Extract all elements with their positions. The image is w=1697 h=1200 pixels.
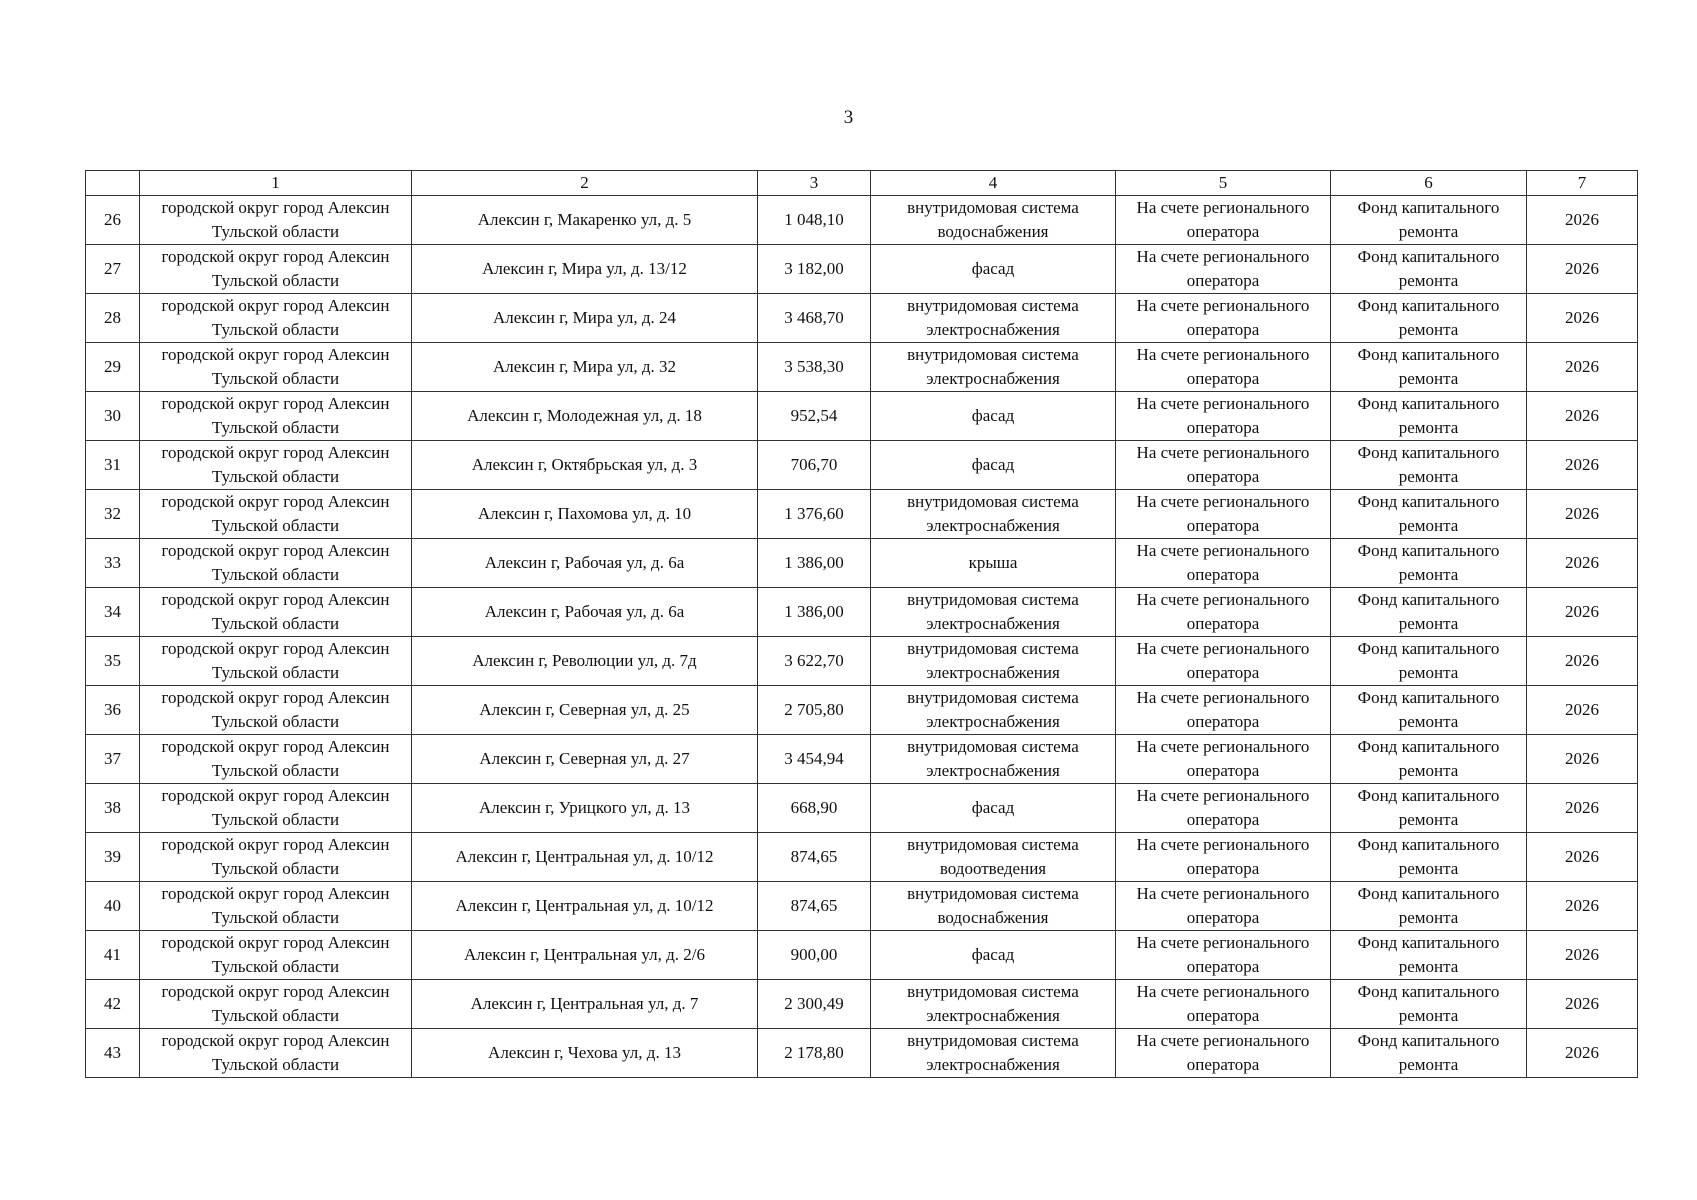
- work-type-cell: крыша: [871, 539, 1116, 588]
- row-number-cell: 34: [86, 588, 140, 637]
- table-row: [86, 245, 1638, 294]
- account-cell: На счете регионального оператора: [1116, 1029, 1331, 1078]
- year-cell: 2026: [1527, 882, 1638, 931]
- address-cell: Алексин г, Мира ул, д. 13/12: [412, 245, 758, 294]
- area-cell: 952,54: [758, 392, 871, 441]
- work-type-cell: внутридомовая система водоотведения: [871, 833, 1116, 882]
- address-cell: Алексин г, Рабочая ул, д. 6а: [412, 539, 758, 588]
- area-cell: 3 538,30: [758, 343, 871, 392]
- row-number-cell: 27: [86, 245, 140, 294]
- address-cell: Алексин г, Центральная ул, д. 10/12: [412, 833, 758, 882]
- fund-cell: Фонд капитального ремонта: [1331, 588, 1527, 637]
- address-cell: Алексин г, Молодежная ул, д. 18: [412, 392, 758, 441]
- year-cell: 2026: [1527, 294, 1638, 343]
- address-cell: Алексин г, Северная ул, д. 25: [412, 686, 758, 735]
- table-row: [86, 441, 1638, 490]
- account-cell: На счете регионального оператора: [1116, 735, 1331, 784]
- work-type-cell: внутридомовая система водоснабжения: [871, 882, 1116, 931]
- area-cell: 874,65: [758, 833, 871, 882]
- row-number-cell: 42: [86, 980, 140, 1029]
- area-cell: 3 622,70: [758, 637, 871, 686]
- table-row: [86, 637, 1638, 686]
- municipality-cell: городской округ город Алексин Тульской области: [140, 392, 412, 441]
- table-row: [86, 882, 1638, 931]
- area-cell: 3 468,70: [758, 294, 871, 343]
- account-cell: На счете регионального оператора: [1116, 392, 1331, 441]
- fund-cell: Фонд капитального ремонта: [1331, 245, 1527, 294]
- municipality-cell: городской округ город Алексин Тульской области: [140, 245, 412, 294]
- work-type-cell: фасад: [871, 392, 1116, 441]
- address-cell: Алексин г, Мира ул, д. 32: [412, 343, 758, 392]
- row-number-cell: 43: [86, 1029, 140, 1078]
- work-type-cell: фасад: [871, 245, 1116, 294]
- account-cell: На счете регионального оператора: [1116, 980, 1331, 1029]
- year-cell: 2026: [1527, 441, 1638, 490]
- page-number: 3: [843, 107, 854, 128]
- table-row: [86, 539, 1638, 588]
- row-number-cell: 37: [86, 735, 140, 784]
- fund-cell: Фонд капитального ремонта: [1331, 931, 1527, 980]
- year-cell: 2026: [1527, 490, 1638, 539]
- row-number-cell: 36: [86, 686, 140, 735]
- row-number-cell: 35: [86, 637, 140, 686]
- row-number-cell: 39: [86, 833, 140, 882]
- account-cell: На счете регионального оператора: [1116, 490, 1331, 539]
- table-row: [86, 588, 1638, 637]
- row-number-cell: 30: [86, 392, 140, 441]
- area-cell: 2 178,80: [758, 1029, 871, 1078]
- address-cell: Алексин г, Макаренко ул, д. 5: [412, 196, 758, 245]
- table-row: [86, 931, 1638, 980]
- address-cell: Алексин г, Октябрьская ул, д. 3: [412, 441, 758, 490]
- work-type-cell: фасад: [871, 784, 1116, 833]
- year-cell: 2026: [1527, 637, 1638, 686]
- row-number-cell: 41: [86, 931, 140, 980]
- address-cell: Алексин г, Северная ул, д. 27: [412, 735, 758, 784]
- municipality-cell: городской округ город Алексин Тульской области: [140, 637, 412, 686]
- year-cell: 2026: [1527, 686, 1638, 735]
- fund-cell: Фонд капитального ремонта: [1331, 882, 1527, 931]
- address-cell: Алексин г, Центральная ул, д. 2/6: [412, 931, 758, 980]
- account-cell: На счете регионального оператора: [1116, 294, 1331, 343]
- account-cell: На счете регионального оператора: [1116, 637, 1331, 686]
- table-row: [86, 490, 1638, 539]
- work-type-cell: внутридомовая система электроснабжения: [871, 490, 1116, 539]
- account-cell: На счете регионального оператора: [1116, 343, 1331, 392]
- account-cell: На счете регионального оператора: [1116, 931, 1331, 980]
- address-cell: Алексин г, Пахомова ул, д. 10: [412, 490, 758, 539]
- table-row: [86, 1029, 1638, 1078]
- table-row: [86, 392, 1638, 441]
- fund-cell: Фонд капитального ремонта: [1331, 392, 1527, 441]
- work-type-cell: фасад: [871, 931, 1116, 980]
- municipality-cell: городской округ город Алексин Тульской области: [140, 833, 412, 882]
- fund-cell: Фонд капитального ремонта: [1331, 735, 1527, 784]
- row-number-cell: 38: [86, 784, 140, 833]
- row-number-cell: 28: [86, 294, 140, 343]
- year-cell: 2026: [1527, 931, 1638, 980]
- municipality-cell: городской округ город Алексин Тульской области: [140, 980, 412, 1029]
- year-cell: 2026: [1527, 784, 1638, 833]
- header-row: [86, 171, 1638, 196]
- area-cell: 2 300,49: [758, 980, 871, 1029]
- table-row: [86, 980, 1638, 1029]
- year-cell: 2026: [1527, 539, 1638, 588]
- municipality-cell: городской округ город Алексин Тульской области: [140, 882, 412, 931]
- account-cell: На счете регионального оператора: [1116, 833, 1331, 882]
- work-type-cell: внутридомовая система электроснабжения: [871, 343, 1116, 392]
- work-type-cell: внутридомовая система электроснабжения: [871, 588, 1116, 637]
- header-cell-index: [86, 171, 140, 196]
- fund-cell: Фонд капитального ремонта: [1331, 441, 1527, 490]
- municipality-cell: городской округ город Алексин Тульской области: [140, 441, 412, 490]
- table-row: [86, 686, 1638, 735]
- fund-cell: Фонд капитального ремонта: [1331, 343, 1527, 392]
- capital-repair-table: [85, 170, 1638, 1078]
- area-cell: 874,65: [758, 882, 871, 931]
- table-row: [86, 294, 1638, 343]
- address-cell: Алексин г, Центральная ул, д. 7: [412, 980, 758, 1029]
- work-type-cell: внутридомовая система электроснабжения: [871, 1029, 1116, 1078]
- table-row: [86, 343, 1638, 392]
- year-cell: 2026: [1527, 980, 1638, 1029]
- work-type-cell: внутридомовая система электроснабжения: [871, 294, 1116, 343]
- municipality-cell: городской округ город Алексин Тульской области: [140, 490, 412, 539]
- municipality-cell: городской округ город Алексин Тульской области: [140, 686, 412, 735]
- address-cell: Алексин г, Рабочая ул, д. 6а: [412, 588, 758, 637]
- area-cell: 668,90: [758, 784, 871, 833]
- fund-cell: Фонд капитального ремонта: [1331, 784, 1527, 833]
- work-type-cell: внутридомовая система электроснабжения: [871, 686, 1116, 735]
- header-cell-2: 2: [412, 171, 758, 196]
- area-cell: 706,70: [758, 441, 871, 490]
- year-cell: 2026: [1527, 245, 1638, 294]
- year-cell: 2026: [1527, 343, 1638, 392]
- account-cell: На счете регионального оператора: [1116, 882, 1331, 931]
- municipality-cell: городской округ город Алексин Тульской области: [140, 784, 412, 833]
- header-cell-4: 4: [871, 171, 1116, 196]
- row-number-cell: 29: [86, 343, 140, 392]
- table-row: [86, 196, 1638, 245]
- area-cell: 1 386,00: [758, 588, 871, 637]
- fund-cell: Фонд капитального ремонта: [1331, 980, 1527, 1029]
- year-cell: 2026: [1527, 1029, 1638, 1078]
- work-type-cell: фасад: [871, 441, 1116, 490]
- year-cell: 2026: [1527, 588, 1638, 637]
- account-cell: На счете регионального оператора: [1116, 784, 1331, 833]
- header-cell-7: 7: [1527, 171, 1638, 196]
- header-cell-6: 6: [1331, 171, 1527, 196]
- municipality-cell: городской округ город Алексин Тульской области: [140, 1029, 412, 1078]
- fund-cell: Фонд капитального ремонта: [1331, 1029, 1527, 1078]
- work-type-cell: внутридомовая система электроснабжения: [871, 735, 1116, 784]
- fund-cell: Фонд капитального ремонта: [1331, 294, 1527, 343]
- fund-cell: Фонд капитального ремонта: [1331, 490, 1527, 539]
- address-cell: Алексин г, Чехова ул, д. 13: [412, 1029, 758, 1078]
- fund-cell: Фонд капитального ремонта: [1331, 196, 1527, 245]
- year-cell: 2026: [1527, 735, 1638, 784]
- municipality-cell: городской округ город Алексин Тульской области: [140, 539, 412, 588]
- row-number-cell: 26: [86, 196, 140, 245]
- municipality-cell: городской округ город Алексин Тульской области: [140, 931, 412, 980]
- area-cell: 2 705,80: [758, 686, 871, 735]
- municipality-cell: городской округ город Алексин Тульской области: [140, 343, 412, 392]
- year-cell: 2026: [1527, 392, 1638, 441]
- account-cell: На счете регионального оператора: [1116, 588, 1331, 637]
- account-cell: На счете регионального оператора: [1116, 441, 1331, 490]
- fund-cell: Фонд капитального ремонта: [1331, 686, 1527, 735]
- table-body: [86, 196, 1638, 1078]
- area-cell: 1 376,60: [758, 490, 871, 539]
- address-cell: Алексин г, Урицкого ул, д. 13: [412, 784, 758, 833]
- row-number-cell: 33: [86, 539, 140, 588]
- municipality-cell: городской округ город Алексин Тульской области: [140, 196, 412, 245]
- header-cell-3: 3: [758, 171, 871, 196]
- row-number-cell: 40: [86, 882, 140, 931]
- header-cell-1: 1: [140, 171, 412, 196]
- area-cell: 3 454,94: [758, 735, 871, 784]
- address-cell: Алексин г, Революции ул, д. 7д: [412, 637, 758, 686]
- account-cell: На счете регионального оператора: [1116, 196, 1331, 245]
- year-cell: 2026: [1527, 196, 1638, 245]
- account-cell: На счете регионального оператора: [1116, 686, 1331, 735]
- area-cell: 900,00: [758, 931, 871, 980]
- table-header: [86, 171, 1638, 196]
- area-cell: 1 048,10: [758, 196, 871, 245]
- row-number-cell: 32: [86, 490, 140, 539]
- work-type-cell: внутридомовая система электроснабжения: [871, 980, 1116, 1029]
- year-cell: 2026: [1527, 833, 1638, 882]
- work-type-cell: внутридомовая система водоснабжения: [871, 196, 1116, 245]
- municipality-cell: городской округ город Алексин Тульской области: [140, 588, 412, 637]
- table-row: [86, 784, 1638, 833]
- table-row: [86, 833, 1638, 882]
- account-cell: На счете регионального оператора: [1116, 539, 1331, 588]
- area-cell: 3 182,00: [758, 245, 871, 294]
- address-cell: Алексин г, Центральная ул, д. 10/12: [412, 882, 758, 931]
- fund-cell: Фонд капитального ремонта: [1331, 637, 1527, 686]
- address-cell: Алексин г, Мира ул, д. 24: [412, 294, 758, 343]
- municipality-cell: городской округ город Алексин Тульской области: [140, 294, 412, 343]
- work-type-cell: внутридомовая система электроснабжения: [871, 637, 1116, 686]
- area-cell: 1 386,00: [758, 539, 871, 588]
- row-number-cell: 31: [86, 441, 140, 490]
- fund-cell: Фонд капитального ремонта: [1331, 539, 1527, 588]
- table-row: [86, 735, 1638, 784]
- account-cell: На счете регионального оператора: [1116, 245, 1331, 294]
- municipality-cell: городской округ город Алексин Тульской области: [140, 735, 412, 784]
- header-cell-5: 5: [1116, 171, 1331, 196]
- fund-cell: Фонд капитального ремонта: [1331, 833, 1527, 882]
